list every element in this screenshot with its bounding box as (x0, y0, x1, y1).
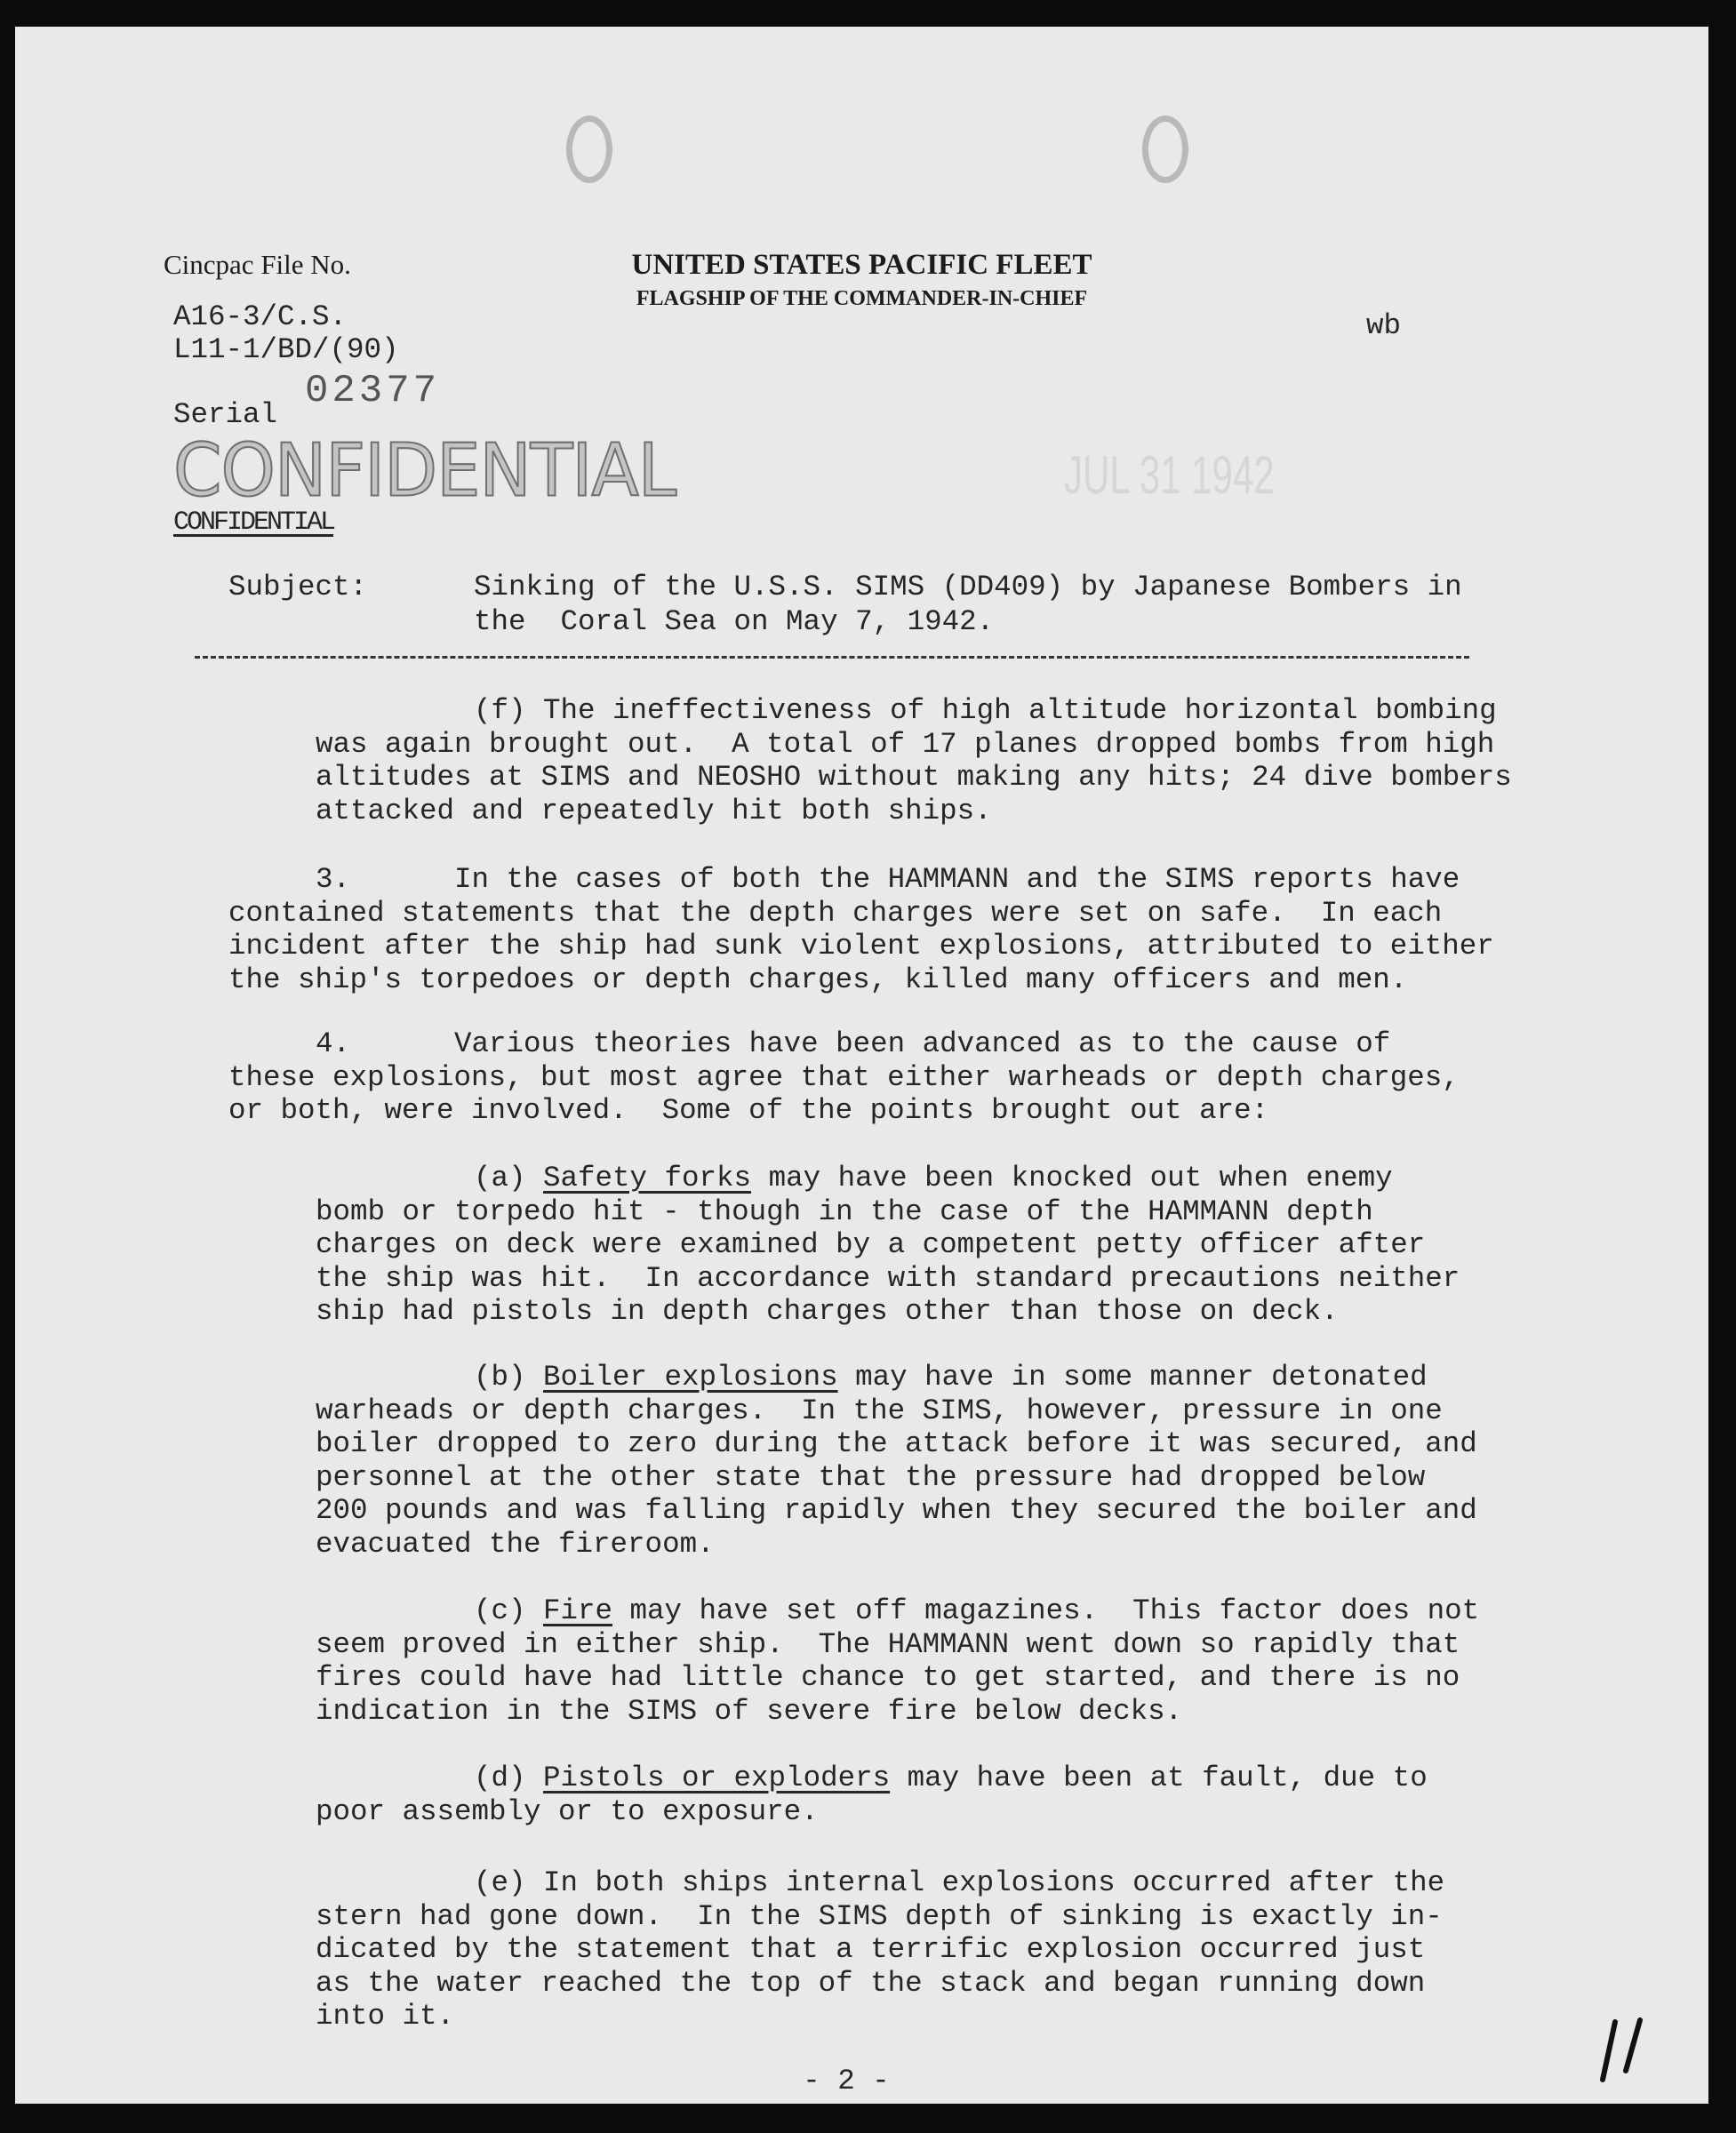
paragraph-e-line: stern had gone down. In the SIMS depth of sinking is exactly in- (316, 1899, 1443, 1933)
confidential-typed: CONFIDENTIAL (173, 507, 334, 538)
paragraph-e-line: as the water reached the top of the stack and began running down (316, 1966, 1426, 2000)
underlined-heading: Fire (543, 1594, 613, 1627)
paragraph-4-line: or both, were involved. Some of the points brought out are: (228, 1094, 1269, 1127)
org-subtitle: FLAGSHIP OF THE COMMANDER-IN-CHIEF (636, 287, 1088, 310)
paragraph-a-line: ship had pistols in depth charges other than those on deck. (316, 1295, 1339, 1328)
paragraph-b-line: boiler dropped to zero during the attack before it was secured, and (316, 1427, 1477, 1460)
handwritten-mark (1597, 2017, 1660, 2089)
paragraph-3-line: 3. In the cases of both the HAMMANN and the SIMS reports have (316, 863, 1460, 896)
paragraph-f-line: attacked and repeatedly hit both ships. (316, 794, 992, 827)
paragraph-b-line: personnel at the other state that the pressure had dropped below (316, 1460, 1426, 1494)
paragraph-c-line: seem proved in either ship. The HAMMANN went down so rapidly that (316, 1627, 1460, 1661)
paragraph-b-line: 200 pounds and was falling rapidly when they secured the boiler and (316, 1494, 1477, 1527)
paragraph-e-line: into it. (316, 2000, 455, 2033)
punch-hole (566, 116, 612, 183)
paragraph-a-line: the ship was hit. In accordance with standard precautions neither (316, 1261, 1460, 1295)
paragraph-3-line: contained statements that the depth charges were set on safe. In each (228, 896, 1443, 930)
paragraph-4-line: these explosions, but most agree that either warheads or depth charges, (228, 1060, 1460, 1094)
paragraph-a-line: (a) Safety forks may have been knocked out when enemy (474, 1162, 1393, 1194)
paragraph-f-line: was again brought out. A total of 17 planes dropped bombs from high (316, 727, 1495, 761)
paragraph-e-line: (e) In both ships internal explosions occurred after the (474, 1866, 1445, 1899)
underlined-heading: Safety forks (543, 1162, 752, 1194)
serial-number: 02377 (305, 369, 441, 413)
org-title: UNITED STATES PACIFIC FLEET (631, 249, 1092, 281)
paragraph-c-line: indication in the SIMS of severe fire below decks. (316, 1694, 1183, 1728)
paragraph-c-line: (c) Fire may have set off magazines. This factor does not (474, 1594, 1480, 1627)
paragraph-c-line: fires could have had little chance to get started, and there is no (316, 1661, 1460, 1694)
paragraph-d-line: poor assembly or to exposure. (316, 1794, 819, 1828)
paragraph-b-line: warheads or depth charges. In the SIMS, however, pressure in one (316, 1394, 1443, 1427)
file-number-2: L11-1/BD/(90) (173, 333, 399, 366)
underlined-heading: Boiler explosions (543, 1361, 838, 1394)
paragraph-e-line: dicated by the statement that a terrific explosion occurred just (316, 1933, 1426, 1966)
punch-hole (1142, 116, 1188, 183)
page-number: - 2 - (803, 2065, 890, 2097)
paragraph-a-line: charges on deck were examined by a competent petty officer after (316, 1228, 1426, 1261)
paragraph-a-line: bomb or torpedo hit - though in the case of the HAMMANN depth (316, 1194, 1373, 1228)
paragraph-f-line: altitudes at SIMS and NEOSHO without making any hits; 24 dive bombers (316, 761, 1512, 794)
file-number-1: A16-3/C.S. (173, 300, 348, 333)
confidential-stamp: CONFIDENTIAL (173, 428, 676, 514)
paragraph-b-line: evacuated the fireroom. (316, 1527, 715, 1561)
paragraph-4-line: 4. Various theories have been advanced as to the cause of (316, 1027, 1391, 1060)
file-label: Cincpac File No. (164, 249, 351, 280)
subject-line: Sinking of the U.S.S. SIMS (DD409) by Japanese Bombers in (474, 571, 1462, 603)
underlined-heading: Pistols or exploders (543, 1762, 891, 1794)
paragraph-f-line: (f) The ineffectiveness of high altitude horizontal bombing (474, 694, 1497, 727)
paragraph-b-line: (b) Boiler explosions may have in some manner detonated (474, 1361, 1428, 1394)
paragraph-3-line: incident after the ship had sunk violent explosions, attributed to either (228, 930, 1494, 963)
subject-label: Subject: (228, 571, 368, 603)
separator-line (195, 656, 1469, 659)
document-page (15, 27, 1708, 2104)
date-stamp: JUL 31 1942 (1064, 445, 1275, 505)
serial-label: Serial (173, 398, 278, 431)
paragraph-d-line: (d) Pistols or exploders may have been at fault, due to (474, 1762, 1428, 1794)
initials: wb (1366, 309, 1402, 342)
paragraph-3-line: the ship's torpedoes or depth charges, killed many officers and men. (228, 963, 1408, 996)
subject-line: the Coral Sea on May 7, 1942. (474, 605, 995, 638)
